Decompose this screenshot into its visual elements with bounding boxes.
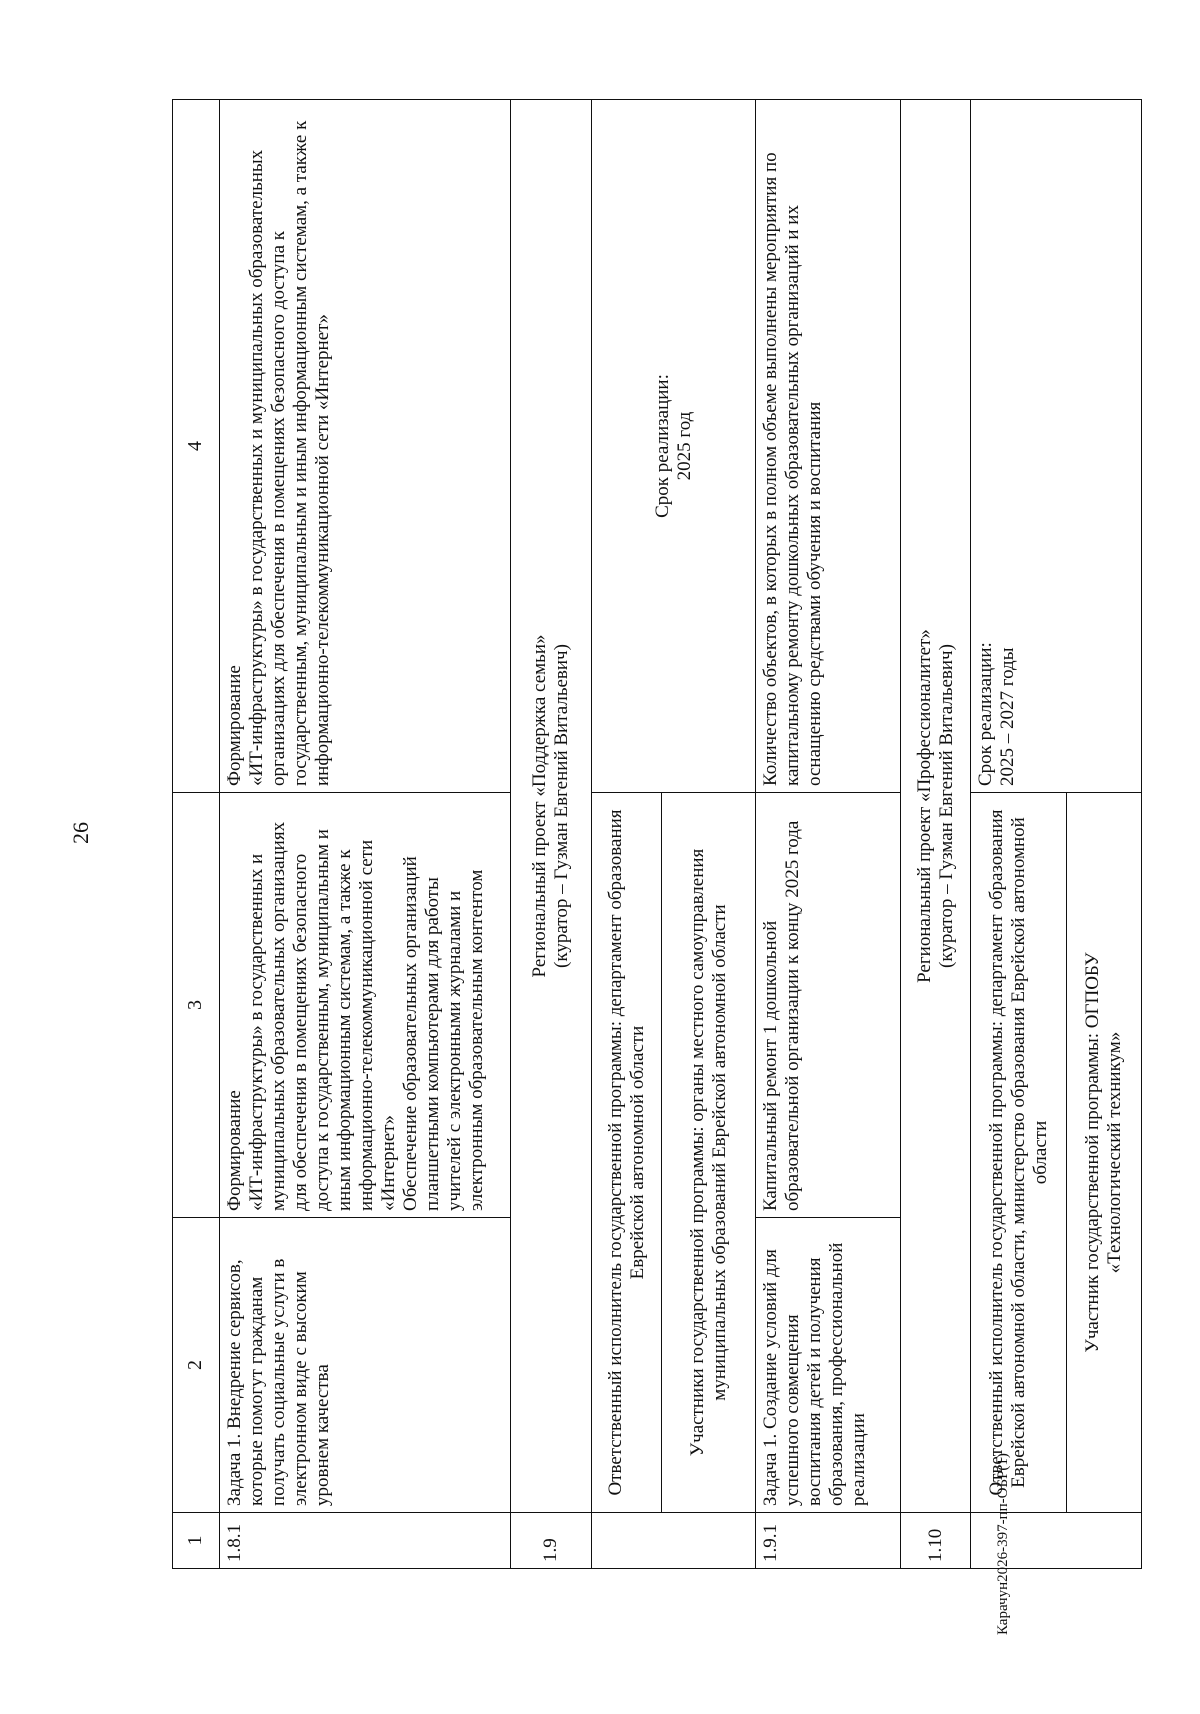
indicator-cell: Количество объектов, в которых в полном объеме выполнены мероприятия по капитальному ремонту дошкольных образовательных организаций и их оснащению средствами обучения и воспитания xyxy=(756,100,901,793)
table-row-1-10 xyxy=(901,100,971,1569)
indicator-cell: Формирование «ИТ-инфраструктуры» в государственных и муниципальных образовательных организациях для обеспечения в помещениях безопасного доступа к государственным, муниципальным и иным информационным системам, а также к информационно-телекоммуникационной сети «Интернет» xyxy=(219,100,510,793)
document-footer-code: Карачун2026-397-пп-ОБР(1) xyxy=(995,1453,1011,1635)
regional-project-title: Региональный проект «Поддержка семьи» (куратор – Гузман Евгений Витальевич) xyxy=(511,100,592,1513)
table-row-1-9 xyxy=(511,100,592,1569)
task-cell: Задача 1. Внедрение сервисов, которые помогут гражданам получать социальные услуги в электронном виде с высоким уровнем качества xyxy=(219,1218,510,1513)
header-col-4: 4 xyxy=(173,100,220,793)
program-table xyxy=(172,99,1142,1569)
table-row-1-9-1 xyxy=(756,100,901,1569)
page-number: 26 xyxy=(68,822,93,844)
responsible-executor: Ответственный исполнитель государственной программы: департамент образования Еврейской автономной области, министерство образования Еврейской автономной области xyxy=(971,793,1067,1513)
row-number: 1.8.1 xyxy=(219,1513,510,1569)
program-participants: Участники государственной программы: органы местного самоуправления муниципальных образований Еврейской автономной области xyxy=(662,793,756,1513)
responsible-executor: Ответственный исполнитель государственной программы: департамент образования Еврейской автономной области xyxy=(592,793,662,1513)
implementation-term: Срок реализации: 2025 – 2027 годы xyxy=(971,100,1142,793)
header-col-1: 1 xyxy=(173,1513,220,1569)
row-number: 1.9 xyxy=(511,1513,592,1569)
responsible-row xyxy=(592,100,662,1569)
measure-cell: Формирование «ИТ-инфраструктуры» в государственных и муниципальных образовательных организациях для обеспечения в помещениях безопасного доступа к государственным, муниципальным и иным информационным системам, а также к информационно-телекоммуникационной сети «Интернет» Обеспечение образовательных организаций планшетными компьютерами для работы учителей с электронными журналами и электронным образовательным контентом xyxy=(219,793,510,1218)
program-table-frame xyxy=(172,99,1142,1569)
regional-project-title: Региональный проект «Профессионалитет» (куратор – Гузман Евгений Витальевич) xyxy=(901,100,971,1513)
table-row-1-8-1 xyxy=(219,100,510,1569)
row-number: 1.10 xyxy=(901,1513,971,1569)
responsible-row xyxy=(971,100,1067,1569)
program-participants: Участник государственной программы: ОГПОБУ «Технологический техникум» xyxy=(1067,793,1142,1513)
measure-cell: Капитальный ремонт 1 дошкольной образовательной организации к концу 2025 года xyxy=(756,793,901,1218)
table-header-row xyxy=(173,100,220,1569)
empty-cell xyxy=(592,1513,756,1569)
row-number: 1.9.1 xyxy=(756,1513,901,1569)
header-col-3: 3 xyxy=(173,793,220,1218)
implementation-term: Срок реализации: 2025 год xyxy=(592,100,756,793)
header-col-2: 2 xyxy=(173,1218,220,1513)
task-cell: Задача 1. Создание условий для успешного совмещения воспитания детей и получения образования, профессиональной реализации xyxy=(756,1218,901,1513)
